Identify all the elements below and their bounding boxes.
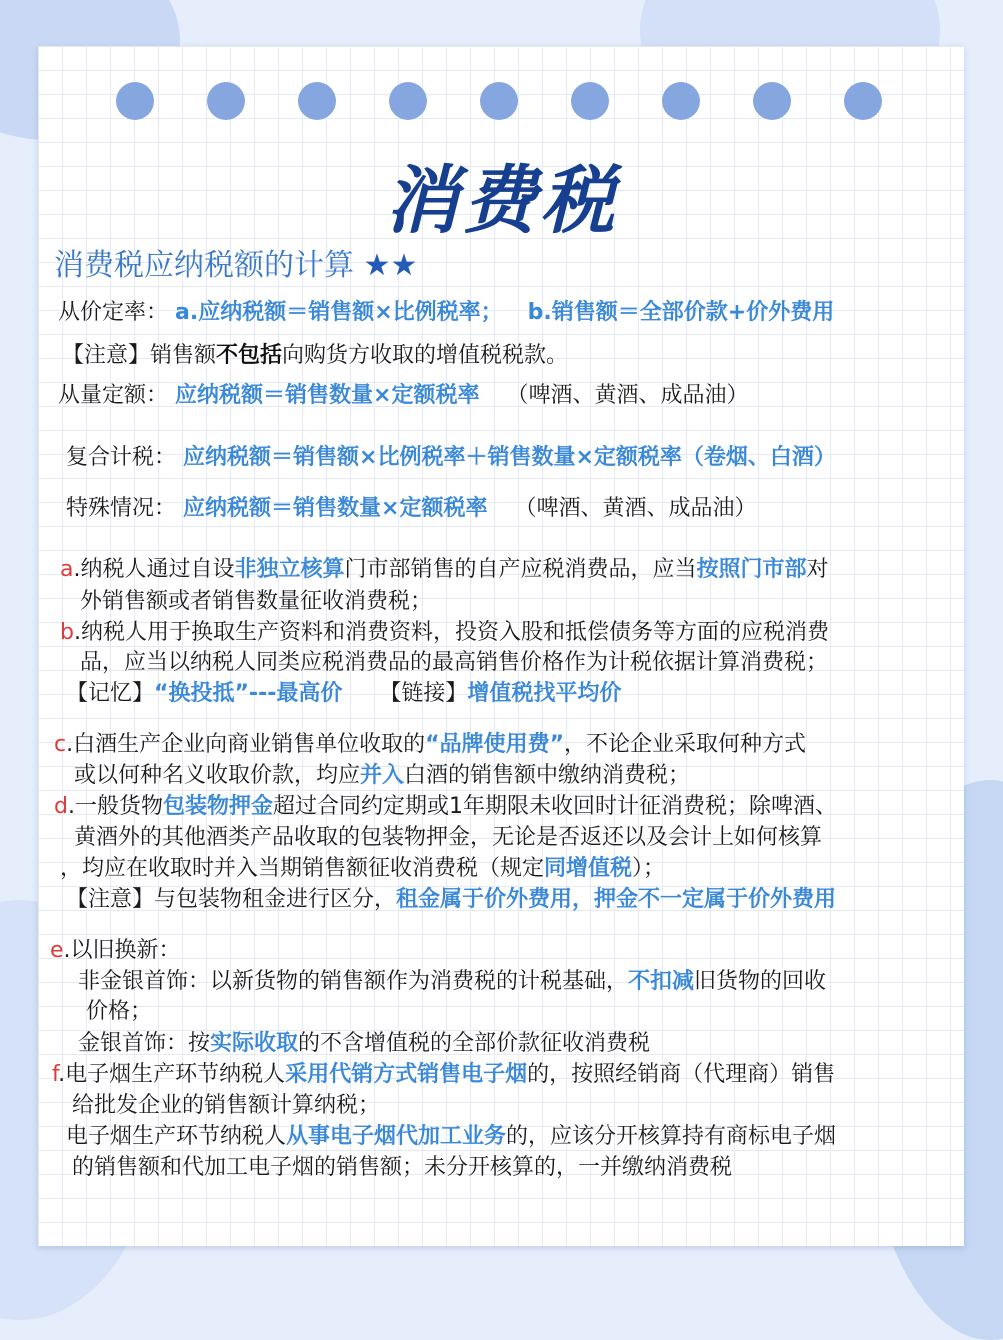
note-highlight: 租金属于价外费用，押金不一定属于价外费用 <box>396 887 837 912</box>
item-text: ）； <box>632 856 666 881</box>
binder-dot <box>844 82 882 120</box>
rule-formula: 应纳税额＝销售额×比例税率＋销售数量×定额税率（卷烟、白酒） <box>183 445 836 470</box>
rule-note: （啤酒、黄酒、成品油） <box>506 383 749 408</box>
star-rating-icon: ★★ <box>363 248 418 283</box>
item-b-line-2: 品，应当以纳税人同类应税消费品的最高销售价格作为计税依据计算消费税； <box>80 650 829 675</box>
item-e-line-4 <box>78 1031 650 1057</box>
item-text: 的不含增值税的全部价款征收消费税 <box>298 1031 651 1056</box>
item-text: 金银首饰：按 <box>78 1031 211 1056</box>
item-f-line-2: 给批发企业的销售额计算纳税； <box>72 1093 381 1118</box>
binder-dot <box>480 82 518 120</box>
item-c-line-1 <box>54 732 806 758</box>
binder-dots <box>0 82 1003 122</box>
item-highlight: 实际收取 <box>210 1031 299 1056</box>
item-highlight: 并入 <box>360 763 405 788</box>
binder-dot <box>116 82 154 120</box>
section-subtitle <box>54 248 417 284</box>
item-e-line-2 <box>78 969 826 995</box>
item-text: 的，应该分开核算持有商标电子烟 <box>506 1124 837 1149</box>
note-emphasis: 不包括 <box>216 343 283 368</box>
item-highlight: 包装物押金 <box>162 794 273 819</box>
binder-dot <box>298 82 336 120</box>
item-highlight: “品牌使用费” <box>425 732 565 757</box>
link-text: 增值税找平均价 <box>467 681 622 706</box>
item-text: 超过合同约定期或1年期限未收回时计征消费税；除啤酒、 <box>272 794 837 819</box>
note-text: 【注意】与包装物租金进行区分， <box>66 887 397 912</box>
item-letter: b <box>60 620 74 645</box>
formula-b: b.销售额＝全部价款+价外费用 <box>527 300 835 325</box>
memo-text: “换投抵”---最高价 <box>154 681 343 706</box>
item-f-line-4: 的销售额和代加工电子烟的销售额；未分开核算的，一并缴纳消费税 <box>72 1155 733 1180</box>
item-highlight: 从事电子烟代加工业务 <box>286 1124 507 1149</box>
item-text: 旧货物的回收 <box>694 969 827 994</box>
item-text: ，均应在收取时并入当期销售额征收消费税（规定 <box>60 856 545 881</box>
item-text: 的，按照经销商（代理商）销售 <box>527 1062 836 1087</box>
item-a-line-2: 外销售额或者销售数量征收消费税； <box>80 589 433 614</box>
item-highlight: 按照门市部 <box>696 557 807 582</box>
note-text: 【注意】销售额 <box>62 343 217 368</box>
note-sales-excludes-vat <box>62 343 568 369</box>
item-text: 对 <box>806 557 829 582</box>
rule-label: 复合计税： <box>66 445 177 470</box>
item-highlight: 非独立核算 <box>234 557 345 582</box>
item-letter: e <box>50 938 64 963</box>
item-e-line-3: 价格； <box>86 999 153 1024</box>
rule-formula: 应纳税额＝销售数量×定额税率 <box>175 383 480 408</box>
rule-compound <box>66 445 836 471</box>
rule-label: 从价定率： <box>58 300 169 325</box>
rule-formula: 应纳税额＝销售数量×定额税率 <box>183 496 488 521</box>
item-text: 非金银首饰：以新货物的销售额作为消费税的计税基础， <box>78 969 629 994</box>
item-b-memo <box>66 681 621 707</box>
link-label: 【链接】 <box>379 681 468 706</box>
item-d-line-3 <box>60 856 665 882</box>
item-f-line-1 <box>52 1062 835 1088</box>
rule-specific <box>58 383 748 409</box>
item-text: .纳税人通过自设 <box>73 557 235 582</box>
item-highlight: 采用代销方式销售电子烟 <box>285 1062 528 1087</box>
item-text: 电子烟生产环节纳税人 <box>66 1124 287 1149</box>
item-text: .一般货物 <box>67 794 163 819</box>
item-highlight: 同增值税 <box>544 856 633 881</box>
rule-special <box>66 496 756 522</box>
rule-label: 特殊情况： <box>66 496 177 521</box>
item-text: 或以何种名义收取价款，均应 <box>74 763 361 788</box>
formula-a: a.应纳税额＝销售额×比例税率； <box>175 300 503 325</box>
item-text: .纳税人用于换取生产资料和消费资料，投资入股和抵偿债务等方面的应税消费 <box>73 620 829 645</box>
item-b-line-1 <box>60 620 829 646</box>
item-text: ，不论企业采取何种方式 <box>564 732 807 757</box>
item-letter: c <box>54 732 67 757</box>
binder-dot <box>571 82 609 120</box>
item-highlight: 不扣减 <box>628 969 695 994</box>
rule-ad-valorem <box>58 300 834 326</box>
item-c-line-2 <box>74 763 690 789</box>
subtitle-text: 消费税应纳税额的计算 <box>54 248 354 283</box>
item-text: 门市部销售的自产应税消费品，应当 <box>344 557 697 582</box>
rule-label: 从量定额： <box>58 383 169 408</box>
item-text: .白酒生产企业向商业销售单位收取的 <box>66 732 426 757</box>
page-title: 消费税 <box>384 158 619 244</box>
binder-dot <box>389 82 427 120</box>
item-a-line-1 <box>60 557 829 583</box>
item-text: 白酒的销售额中缴纳消费税； <box>404 763 691 788</box>
item-letter: d <box>54 794 68 819</box>
binder-dot <box>207 82 245 120</box>
item-e-line-1 <box>50 938 181 964</box>
memo-label: 【记忆】 <box>66 681 155 706</box>
item-letter: a <box>60 557 74 582</box>
item-d-line-1 <box>54 794 837 820</box>
item-text: .以旧换新： <box>63 938 181 963</box>
item-text: .电子烟生产环节纳税人 <box>58 1062 286 1087</box>
item-d-line-2: 黄酒外的其他酒类产品收取的包装物押金，无论是否返还以及会计上如何核算 <box>74 825 823 850</box>
item-letter: f <box>52 1062 59 1087</box>
note-text: 向购货方收取的增值税税款。 <box>282 343 569 368</box>
binder-dot <box>662 82 700 120</box>
rule-note: （啤酒、黄酒、成品油） <box>514 496 757 521</box>
binder-dot <box>753 82 791 120</box>
item-d-note <box>66 887 836 913</box>
item-f-line-3 <box>66 1124 836 1150</box>
